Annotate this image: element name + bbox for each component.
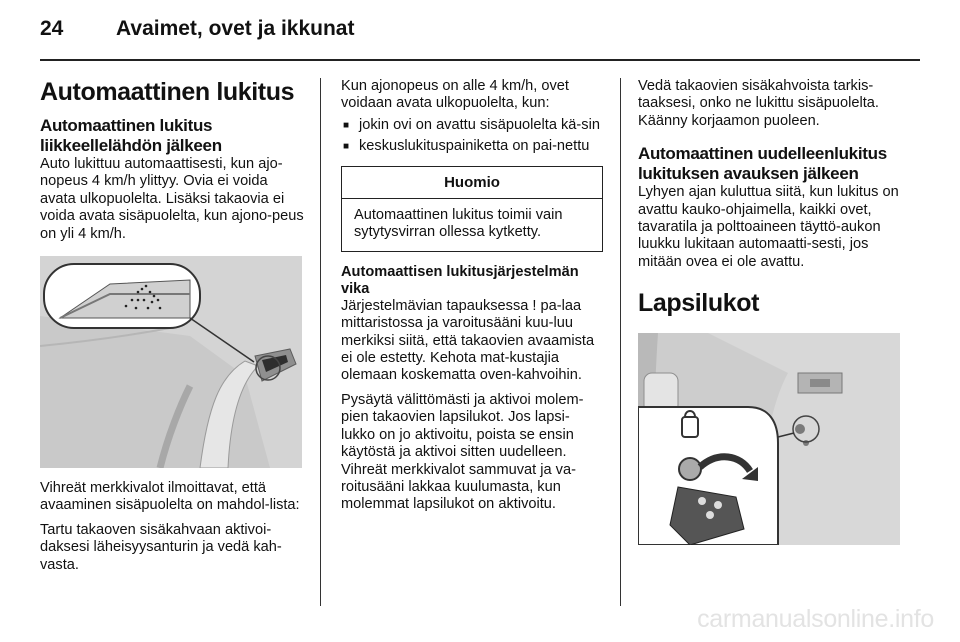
note-title: Huomio [342, 167, 602, 199]
column-2 [341, 78, 603, 521]
column-divider-1 [320, 78, 321, 606]
column-3 [638, 78, 902, 545]
paragraph-grab-handle: Tartu takaoven sisäkahvaan aktivoi-daksesi läheisyysanturin ja vedä kah-vasta. [40, 521, 282, 573]
paragraph-auto-lock: Auto lukittuu automaattisesti, kun ajo-nopeus 4 km/h ylittyy. Ovia ei voida avata ulkopuolelta. Lisäksi takaovia ei voida avata sisäpuolelta, kun ajono-peus on yli 4 km/h. [40, 156, 304, 242]
subheading-system-fault: Automaattisen lukitusjärjestelmän vika [341, 263, 579, 297]
header-rule [40, 59, 920, 61]
watermark: carmanualsonline.info [697, 605, 934, 633]
page-number: 24 [40, 17, 64, 40]
paragraph-speed-below: Kun ajonopeus on alle 4 km/h, ovet voidaan avata ulkopuolelta, kun: [341, 78, 569, 112]
column-divider-2 [620, 78, 621, 606]
paragraph-stop-activate: Pysäytä välittömästi ja aktivoi molem-pien takaovien lapsilukot. Jos lapsi-lukko on jo aktivoitu, poista se ensin käytöstä ja aktivoi sitten uudelleen. Vihreät merkkivalot sammuvat ja va-roitusääni lakkaa kuulumasta, kun molemmat lapsilukot on aktivoitu. [341, 391, 584, 513]
chapter-title: Avaimet, ovet ja ikkunat [116, 17, 355, 40]
list-item: ■ jokin ovi on avattu sisäpuolelta kä-sin [341, 117, 603, 134]
paragraph-system-fault: Järjestelmävian tapauksessa ! pa-laa mittaristossa ja varoitusääni kuu-luu merkiksi siitä, että takaovien avaamista ei ole estetty. Kehota mat-kustajia olemaan koskematta oven-kahvoihin. [341, 297, 595, 384]
child-lock-illustration [638, 333, 900, 545]
paragraph-check-handles: Vedä takaovien sisäkahvoista tarkis-taaksesi, onko ne lukittu sisäpuolelta. Käänny korjaamon puoleen. [638, 78, 879, 129]
condition-list [341, 117, 603, 156]
subheading-lock-after-start: Automaattinen lukitus liikkeellelähdön jälkeen [40, 116, 222, 155]
note-box [341, 166, 603, 252]
section-heading-child-locks: Lapsilukot [638, 289, 760, 318]
column-1 [40, 78, 304, 581]
door-handle-illustration [40, 256, 302, 468]
paragraph-green-indicators: Vihreät merkkivalot ilmoittavat, että avaaminen sisäpuolelta on mahdol-lista: [40, 480, 300, 514]
paragraph-auto-relock: Lyhyen ajan kuluttua siitä, kun lukitus on avattu kauko-ohjaimella, kaikki ovet, tavaratila ja polttoaineen täyttö-aukon luukku lukitaan automaatti-sesti, jos mitään ovea ei ole avattu. [638, 184, 899, 270]
list-item: ■ keskuslukituspainiketta on pai-nettu [341, 138, 603, 155]
subheading-auto-relock: Automaattinen uudelleenlukitus lukituksen avauksen jälkeen [638, 144, 887, 184]
note-text: Automaattinen lukitus toimii vain sytytysvirran ollessa kytketty. [354, 207, 563, 241]
section-heading-automatic-locking: Automaattinen lukitus [40, 78, 295, 106]
